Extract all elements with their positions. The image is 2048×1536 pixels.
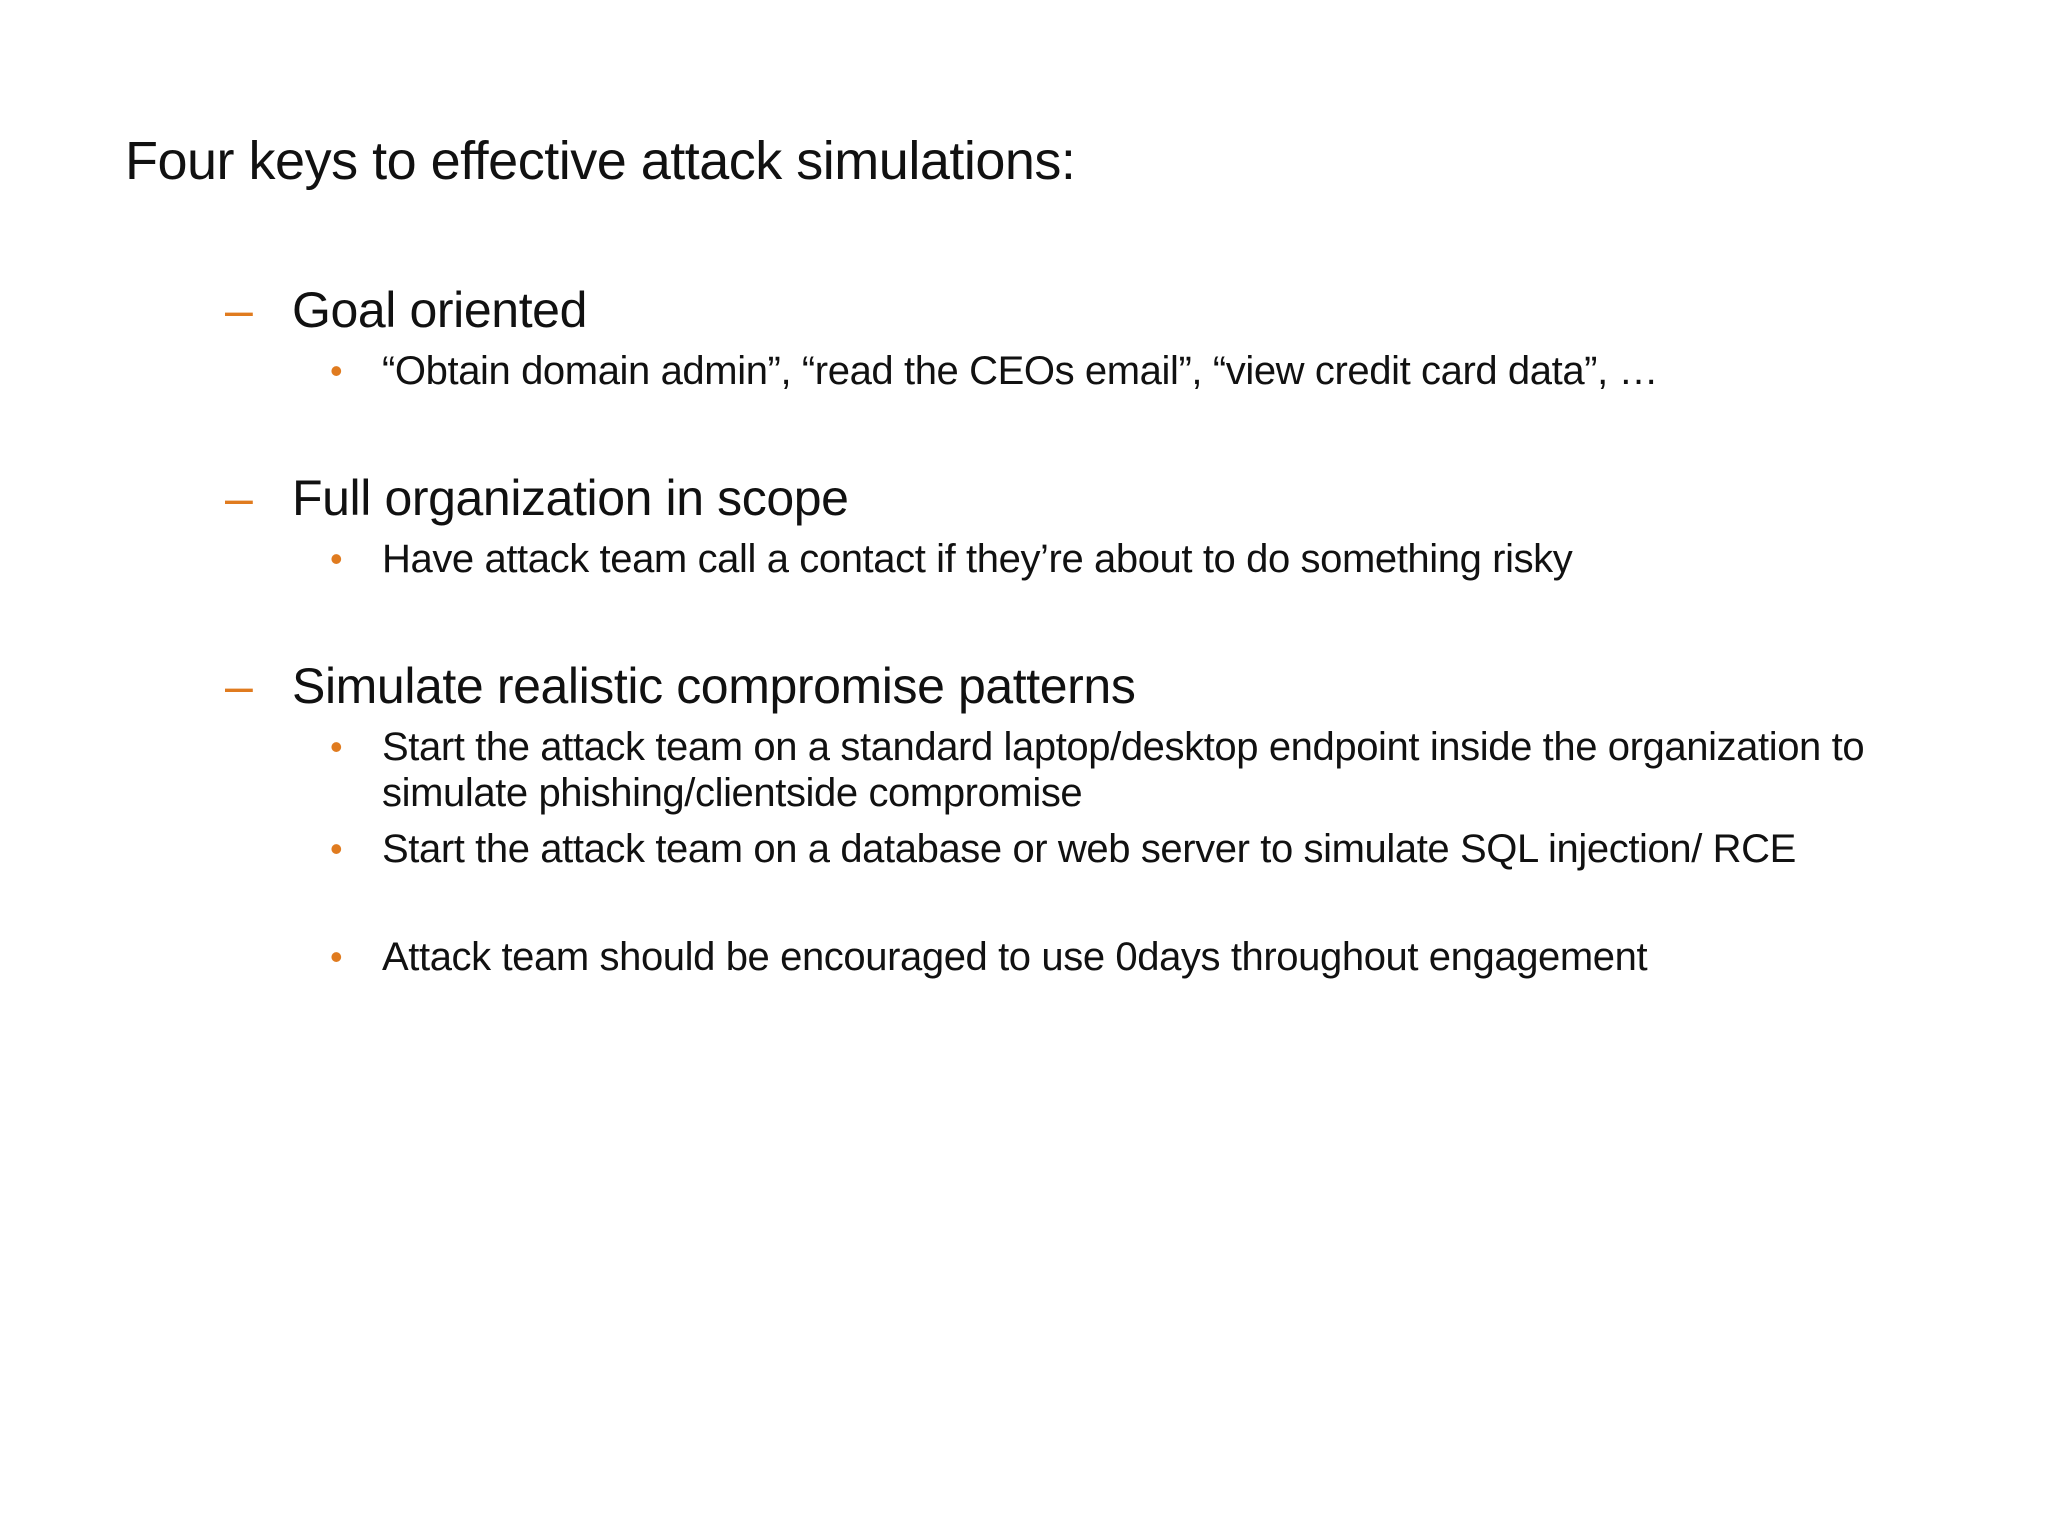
bullet-dot: • [330,726,343,767]
section-label: Goal oriented [292,282,587,338]
dash-marker: – [225,658,253,714]
bullet-text: Start the attack team on a standard laptop/desktop endpoint inside the organization to simulate phishing/clientside compromise [382,725,1865,815]
bullet-text: Have attack team call a contact if they’re about to do something risky [382,537,1573,581]
dash-marker: – [225,470,253,526]
bullet-dot: • [330,350,343,391]
slide-title: Four keys to effective attack simulations: [125,131,1076,191]
bullet-dot: • [330,538,343,579]
bullet-dot: • [330,828,343,869]
bullet-text: “Obtain domain admin”, “read the CEOs email”, “view credit card data”, … [382,349,1659,393]
section-label: Simulate realistic compromise patterns [292,658,1136,714]
bullet-text: Attack team should be encouraged to use 0days throughout engagement [382,935,1648,979]
bullet-text: Start the attack team on a database or web server to simulate SQL injection/ RCE [382,827,1796,871]
bullet-dot: • [330,936,343,977]
dash-marker: – [225,282,253,338]
section-label: Full organization in scope [292,470,849,526]
